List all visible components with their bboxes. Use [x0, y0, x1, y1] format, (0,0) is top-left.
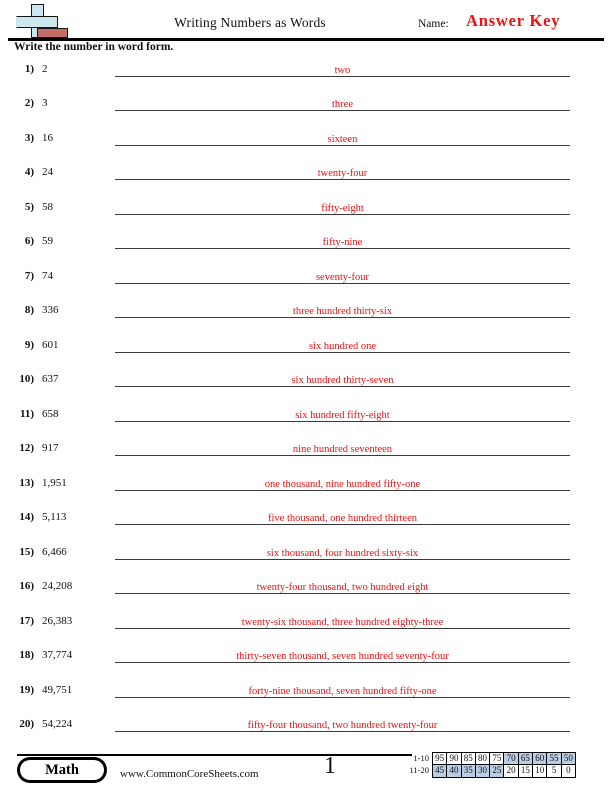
- score-cell: 75: [489, 752, 504, 765]
- problem-number: 11): [19, 407, 34, 420]
- problem-row: [0, 595, 612, 630]
- problem-number: 13): [19, 476, 34, 489]
- answer-text: fifty-eight: [321, 202, 364, 214]
- answer-line: [115, 233, 570, 249]
- answer-line: [115, 544, 570, 560]
- answer-line: [115, 475, 570, 491]
- score-cell: 50: [561, 752, 576, 765]
- answer-line: [115, 268, 570, 284]
- answer-text: six thousand, four hundred sixty-six: [266, 547, 419, 559]
- answer-line: [115, 716, 570, 732]
- problem-value: 917: [42, 442, 59, 454]
- subject-badge: [17, 757, 107, 783]
- problem-number: 2): [24, 97, 34, 109]
- problem-row: [0, 630, 612, 665]
- answer-text: nine hundred seventeen: [292, 444, 393, 455]
- problem-value: 58: [42, 200, 53, 213]
- problem-value: 26,383: [42, 614, 73, 627]
- answer-key-text: Answer Key: [466, 11, 561, 30]
- problem-value: 3: [42, 97, 48, 109]
- problem-number: 16): [19, 580, 34, 592]
- score-cell: 10: [532, 764, 547, 777]
- problem-value: 54,224: [42, 718, 73, 730]
- score-cell: 15: [518, 764, 533, 777]
- problem-number: 7): [24, 269, 34, 282]
- problem-number: 1): [24, 62, 34, 75]
- score-cell: 25: [489, 764, 504, 777]
- score-cell: 70: [503, 752, 518, 765]
- instruction-text: Write the number in word form.: [14, 41, 174, 53]
- problem-row: [0, 354, 612, 389]
- answer-text: seventy-four: [315, 271, 370, 283]
- problem-row: [0, 388, 612, 423]
- score-cell: 35: [461, 764, 476, 777]
- problem-number: 9): [24, 338, 34, 351]
- answer-text: six hundred one: [308, 340, 377, 352]
- problem-number: 10): [19, 373, 34, 385]
- score-cell: 80: [475, 752, 490, 765]
- answer-line: [115, 406, 570, 422]
- footer-divider: [17, 754, 412, 756]
- problem-row: [0, 181, 612, 216]
- answer-line: [115, 302, 570, 318]
- problem-value: 2: [42, 62, 48, 75]
- problem-value: 37,774: [42, 649, 73, 661]
- answer-line: [115, 199, 570, 215]
- problem-row: [0, 250, 612, 285]
- score-cell: 95: [432, 752, 447, 765]
- score-cell: 30: [475, 764, 490, 777]
- score-row: [402, 752, 576, 765]
- subject-label: Math: [20, 760, 104, 780]
- name-label: Name:: [418, 18, 449, 30]
- answer-text: five thousand, one hundred thirteen: [268, 513, 417, 524]
- answer-text: one thousand, nine hundred fifty-one: [264, 478, 421, 490]
- problem-value: 49,751: [42, 683, 73, 696]
- answer-text: fifty-four thousand, two hundred twenty-four: [247, 720, 438, 731]
- answer-text: three hundred thirty-six: [292, 306, 393, 317]
- score-cell: 85: [461, 752, 476, 765]
- answer-line: [115, 682, 570, 698]
- problem-row: [0, 319, 612, 354]
- problem-number: 15): [19, 545, 34, 558]
- score-cell: 0: [561, 764, 576, 777]
- problem-number: 14): [19, 511, 34, 523]
- problem-number: 19): [19, 683, 34, 696]
- answer-text: two: [334, 64, 351, 76]
- answer-line: [115, 578, 570, 594]
- problem-number: 5): [24, 200, 34, 213]
- problem-value: 74: [42, 269, 53, 282]
- score-cell: 5: [546, 764, 561, 777]
- problem-row: [0, 699, 612, 734]
- score-cell: 40: [446, 764, 461, 777]
- problem-row: [0, 423, 612, 458]
- problem-row: [0, 43, 612, 78]
- problem-number: 3): [24, 131, 34, 144]
- problem-number: 6): [24, 235, 34, 247]
- score-range-label: 1-10: [413, 753, 429, 763]
- answer-line: [115, 613, 570, 629]
- problem-value: 601: [42, 338, 59, 351]
- problem-value: 6,466: [42, 545, 67, 558]
- problem-value: 24: [42, 166, 53, 178]
- problem-row: [0, 561, 612, 596]
- score-row: [402, 764, 576, 777]
- problem-value: 59: [42, 235, 53, 247]
- score-range-label: 11-20: [409, 765, 429, 776]
- answer-line: [115, 164, 570, 180]
- problem-row: [0, 526, 612, 561]
- answer-line: [115, 509, 570, 525]
- problem-row: [0, 664, 612, 699]
- score-table: [402, 752, 576, 778]
- answer-line: [115, 337, 570, 353]
- answer-text: thirty-seven thousand, seven hundred seventy-four: [236, 651, 449, 662]
- score-cell: 55: [546, 752, 561, 765]
- score-cell: 20: [503, 764, 518, 777]
- plus-icon: [16, 16, 58, 28]
- score-cell: 60: [532, 752, 547, 765]
- problem-row: [0, 216, 612, 251]
- answer-line: [115, 440, 570, 456]
- website-url: www.CommonCoreSheets.com: [120, 768, 259, 780]
- problem-number: 4): [24, 166, 34, 178]
- problem-number: 12): [19, 442, 34, 454]
- score-cell: 65: [518, 752, 533, 765]
- problem-row: [0, 492, 612, 527]
- answer-text: twenty-four thousand, two hundred eight: [256, 582, 429, 593]
- score-cell: 90: [446, 752, 461, 765]
- answer-text: three: [332, 99, 353, 110]
- answer-line: [115, 95, 570, 111]
- problem-value: 5,113: [42, 511, 67, 523]
- problem-number: 17): [19, 614, 34, 627]
- score-cell: 45: [432, 764, 447, 777]
- problem-value: 637: [42, 373, 59, 385]
- answer-line: [115, 130, 570, 146]
- minus-bar-icon: [37, 28, 68, 38]
- page-title: Writing Numbers as Words: [174, 15, 326, 30]
- answer-text: fifty-nine: [322, 237, 363, 248]
- problem-number: 8): [24, 304, 34, 316]
- problem-row: [0, 147, 612, 182]
- answer-text: twenty-four: [317, 168, 368, 179]
- problem-value: 16: [42, 131, 53, 144]
- answer-line: [115, 61, 570, 77]
- problem-row: [0, 457, 612, 492]
- answer-text: forty-nine thousand, seven hundred fifty-one: [248, 685, 437, 697]
- answer-line: [115, 371, 570, 387]
- answer-text: six hundred thirty-seven: [291, 375, 394, 386]
- answer-text: six hundred fifty-eight: [295, 409, 390, 421]
- problem-row: [0, 112, 612, 147]
- problem-value: 336: [42, 304, 59, 316]
- problem-row: [0, 78, 612, 113]
- answer-line: [115, 647, 570, 663]
- page-number: 1: [324, 753, 336, 779]
- problems-list: [0, 43, 612, 733]
- problem-value: 1,951: [42, 476, 67, 489]
- answer-text: twenty-six thousand, three hundred eighty-three: [241, 616, 444, 628]
- problem-row: [0, 285, 612, 320]
- problem-number: 18): [19, 649, 34, 661]
- problem-value: 658: [42, 407, 59, 420]
- problem-value: 24,208: [42, 580, 73, 592]
- problem-number: 20): [19, 718, 34, 730]
- answer-text: sixteen: [327, 133, 358, 145]
